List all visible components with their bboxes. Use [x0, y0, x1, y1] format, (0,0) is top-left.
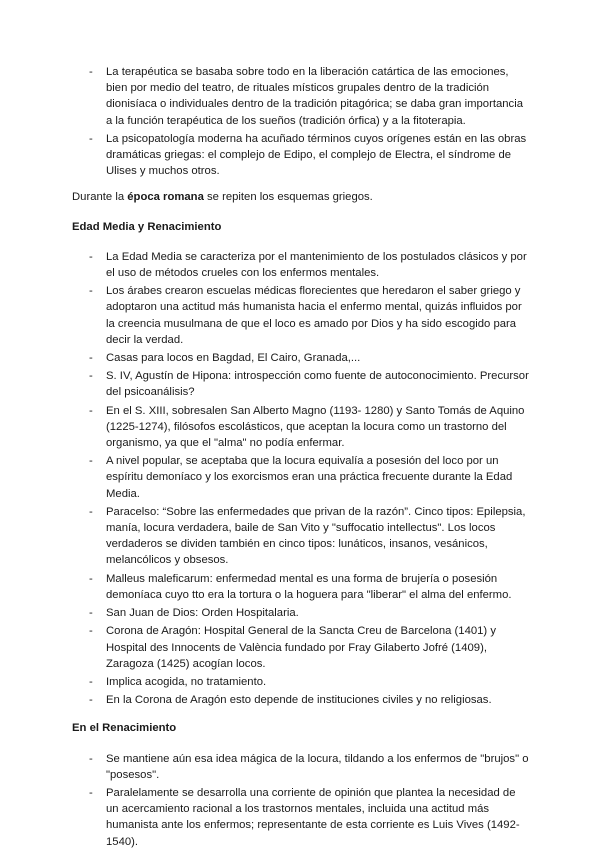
list-item — [72, 785, 530, 850]
bullet-dash: - — [89, 404, 93, 417]
list-item — [72, 605, 530, 621]
list-item — [72, 350, 530, 366]
bullet-dash: - — [89, 607, 93, 620]
intro-list — [72, 64, 530, 179]
list-item — [72, 453, 530, 502]
list-item — [72, 64, 530, 129]
section-renaissance — [72, 720, 530, 849]
list-item — [72, 571, 530, 603]
bullet-dash: - — [89, 455, 93, 468]
list-item-text: Casas para locos en Bagdad, El Cairo, Granada,... — [106, 352, 361, 365]
list-item-text: La terapéutica se basaba sobre todo en la liberación catártica de las emociones, bien por medio del teatro, de rituales místicos grupales dentro de la tradición dionisíaca o individuales dentro de la tradición pitagórica; se daba gran importancia a la función terapéutica de los sueños (tradición órfica) y a la fitoterapia. — [106, 66, 523, 127]
list-item-text: En el S. XIII, sobresalen San Alberto Magno (1193- 1280) y Santo Tomás de Aquino (1225-1274), filósofos escolásticos, que aceptan la locura como un trastorno del organismo, ya que el "alma" no podía enfermar. — [106, 404, 525, 450]
list-item-text: La Edad Media se caracteriza por el mantenimiento de los postulados clásicos y por el uso de métodos crueles con los enfermos mentales. — [106, 250, 527, 280]
bullet-dash: - — [89, 786, 93, 799]
list-item-text: San Juan de Dios: Orden Hospitalaria. — [106, 607, 299, 620]
bullet-dash: - — [89, 675, 93, 688]
bullet-dash: - — [89, 625, 93, 638]
bullet-dash: - — [89, 352, 93, 365]
list-item — [72, 751, 530, 783]
bullet-dash: - — [89, 132, 93, 145]
bullet-dash: - — [89, 66, 93, 78]
list-item-text: A nivel popular, se aceptaba que la locura equivalía a posesión del loco por un espíritu demoníaco y los exorcismos eran una práctica frecuente durante la Edad Media. — [106, 455, 513, 500]
bullet-dash: - — [89, 505, 93, 518]
list-item-text: En la Corona de Aragón esto depende de instituciones civiles y no religiosas. — [106, 694, 492, 707]
list-item — [72, 692, 530, 708]
list-item — [72, 131, 530, 180]
section-heading: Edad Media y Renacimiento — [72, 220, 222, 233]
list-item — [72, 283, 530, 348]
list-item-text: Implica acogida, no tratamiento. — [106, 675, 267, 688]
list-item-text: Se mantiene aún esa idea mágica de la locura, tildando a los enfermos de "brujos" o "posesos". — [106, 752, 529, 781]
roman-era-paragraph: Durante la época romana se repiten los esquemas griegos. — [72, 191, 373, 204]
bullet-dash: - — [89, 250, 93, 263]
list-item — [72, 623, 530, 672]
list-item-text: Los árabes crearon escuelas médicas florecientes que heredaron el saber griego y adoptaron una actitud más humanista hacia el enfermo mental, quizás influidos por la creencia musulmana de que el loco es amado por Dios y ha sido escogido para decir la verdad. — [106, 285, 522, 346]
medieval-list — [72, 249, 530, 708]
list-item — [72, 368, 530, 400]
list-item — [72, 504, 530, 569]
roman-era-emphasis: época romana — [127, 191, 204, 204]
bullet-dash: - — [89, 370, 93, 383]
list-item-text: La psicopatología moderna ha acuñado términos cuyos orígenes están en las obras dramáticas griegas: el complejo de Edipo, el complejo de Electra, el síndrome de Ulises y muchos otros. — [106, 132, 527, 178]
renaissance-list — [72, 751, 530, 850]
bullet-dash: - — [89, 694, 93, 707]
bullet-dash: - — [89, 752, 93, 765]
list-item-text: Malleus maleficarum: enfermedad mental es una forma de brujería o posesión demoníaca cuyo tto era la tortura o la hoguera para "liberar" el alma del enfermo. — [106, 572, 512, 601]
list-item — [72, 249, 530, 281]
list-item-text: Paracelso: “Sobre las enfermedades que privan de la razón”. Cinco tipos: Epilepsia, manía, locura verdadera, baile de San Vito y "suffocatio intellectus". Los locos verdaderos se dividen también en cinco tipos: lunáticos, insanos, vesánicos, melancólicos y obsesos. — [106, 505, 526, 567]
list-item — [72, 674, 530, 690]
list-item-text: Corona de Aragón: Hospital General de la Sancta Creu de Barcelona (1401) y Hospital des Innocents de València fundado por Fray Gilaberto Jofré (1409), Zaragoza (1425) acogían locos. — [106, 625, 496, 670]
list-item — [72, 403, 530, 452]
list-item-text: Paralelamente se desarrolla una corriente de opinión que plantea la necesidad de un acercamiento racional a los trastornos mentales, incluida una actitud más humanista ante los enfermos; representante de esta corriente es Luis Vives (1492-1540). — [106, 786, 520, 848]
bullet-dash: - — [89, 572, 93, 585]
section-heading: En el Renacimiento — [72, 722, 177, 735]
list-item-text: S. IV, Agustín de Hipona: introspección como fuente de autoconocimiento. Precursor del psicoanálisis? — [106, 370, 529, 399]
section-medieval — [72, 219, 530, 709]
bullet-dash: - — [89, 285, 93, 298]
